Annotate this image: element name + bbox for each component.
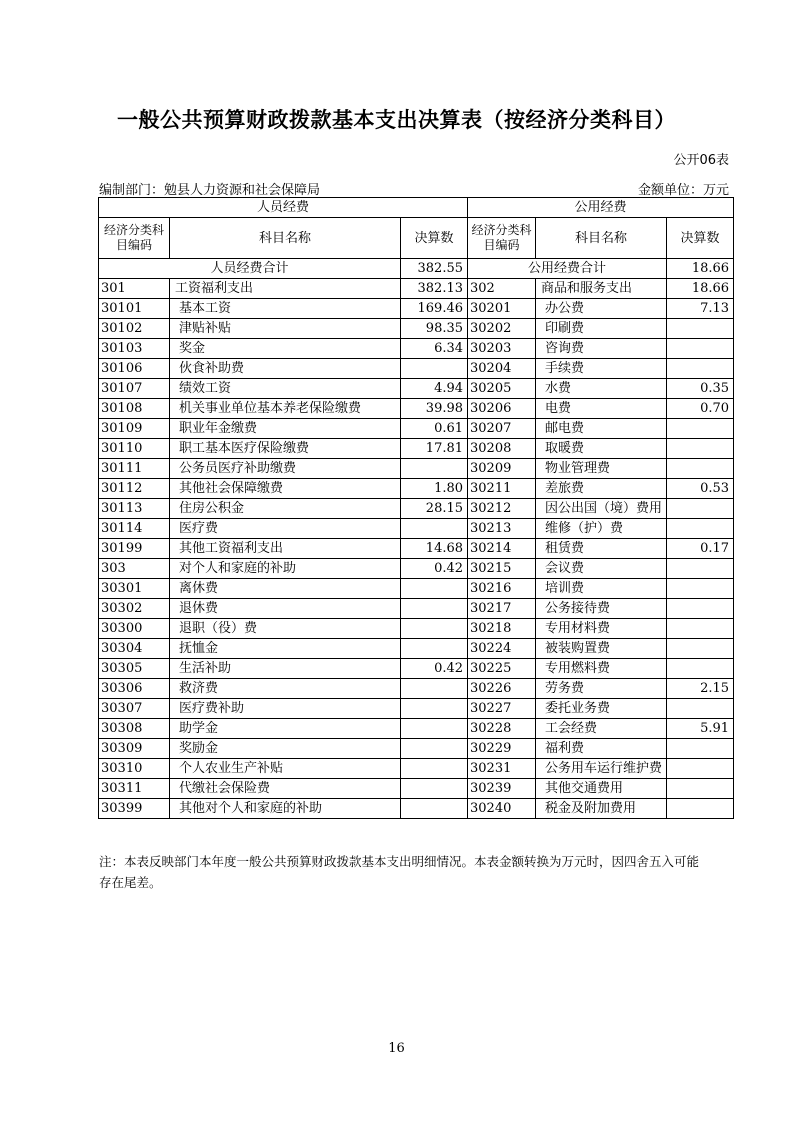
left-amount-cell: 6.34 [401,339,468,359]
left-amount-cell [401,459,468,479]
form-number: 公开06表 [673,153,729,168]
right-name-cell: 因公出国（境）费用 [536,499,667,519]
table-row [99,439,734,459]
right-code-cell: 30205 [468,379,536,399]
right-name-cell: 维修（护）费 [536,519,667,539]
left-name-cell: 退休费 [170,599,401,619]
table-row [99,399,734,419]
right-code-cell: 30214 [468,539,536,559]
left-code-cell: 30103 [99,339,170,359]
left-name-cell: 退职（役）费 [170,619,401,639]
left-code-cell: 30399 [99,799,170,819]
right-amount-cell [667,779,734,799]
right-amount-cell: 5.91 [667,719,734,739]
right-code-cell: 30202 [468,319,536,339]
left-code-cell: 30111 [99,459,170,479]
left-name-cell: 职工基本医疗保险缴费 [170,439,401,459]
right-name-cell: 其他交通费用 [536,779,667,799]
right-code-cell: 30215 [468,559,536,579]
left-code-cell: 303 [99,559,170,579]
left-name-cell: 个人农业生产补贴 [170,759,401,779]
right-name-cell: 商品和服务支出 [536,279,667,299]
left-amount-cell: 0.42 [401,659,468,679]
right-name-cell: 委托业务费 [536,699,667,719]
right-code-cell: 30212 [468,499,536,519]
right-code-header: 经济分类科目编码 [468,218,536,259]
table-row [99,339,734,359]
table-row [99,599,734,619]
left-name-cell: 伙食补助费 [170,359,401,379]
right-name-cell: 邮电费 [536,419,667,439]
right-code-cell: 30206 [468,399,536,419]
right-name-cell: 工会经费 [536,719,667,739]
right-name-cell: 专用材料费 [536,619,667,639]
table-row [99,519,734,539]
table-row [99,659,734,679]
right-amount-cell [667,519,734,539]
right-amount-cell [667,459,734,479]
personnel-header: 人员经费 [99,198,468,218]
left-code-cell: 30311 [99,779,170,799]
table-row [99,759,734,779]
left-code-cell: 30307 [99,699,170,719]
right-amount-cell [667,739,734,759]
left-code-cell: 30199 [99,539,170,559]
totals-row [99,259,734,279]
right-amount-header: 决算数 [667,218,734,259]
left-name-cell: 奖金 [170,339,401,359]
unit-label: 金额单位：万元 [637,183,729,198]
right-amount-cell [667,799,734,819]
right-amount-cell [667,639,734,659]
table-row [99,459,734,479]
right-name-cell: 差旅费 [536,479,667,499]
right-name-cell: 被装购置费 [536,639,667,659]
left-name-cell: 离休费 [170,579,401,599]
right-code-cell: 30217 [468,599,536,619]
left-amount-cell: 17.81 [401,439,468,459]
right-code-cell: 30231 [468,759,536,779]
table-row [99,719,734,739]
left-code-cell: 30308 [99,719,170,739]
right-amount-cell [667,339,734,359]
personnel-total-label: 人员经费合计 [99,259,401,279]
right-name-cell: 取暖费 [536,439,667,459]
left-code-cell: 30112 [99,479,170,499]
public-header: 公用经费 [468,198,734,218]
right-code-cell: 30203 [468,339,536,359]
left-amount-cell [401,779,468,799]
right-name-cell: 办公费 [536,299,667,319]
left-code-cell: 30310 [99,759,170,779]
right-name-cell: 公务用车运行维护费 [536,759,667,779]
right-amount-cell [667,579,734,599]
left-amount-cell [401,619,468,639]
right-code-cell: 30218 [468,619,536,639]
left-code-cell: 30108 [99,399,170,419]
left-amount-cell [401,719,468,739]
right-amount-cell [667,619,734,639]
table-row [99,299,734,319]
right-amount-cell [667,759,734,779]
right-name-header: 科目名称 [536,218,667,259]
right-code-cell: 30226 [468,679,536,699]
left-name-cell: 基本工资 [170,299,401,319]
table-row [99,539,734,559]
right-amount-cell: 0.53 [667,479,734,499]
table-row [99,639,734,659]
right-code-cell: 30239 [468,779,536,799]
table-row [99,579,734,599]
left-name-cell: 工资福利支出 [170,279,401,299]
table-row [99,559,734,579]
right-amount-cell: 0.70 [667,399,734,419]
left-amount-cell: 0.61 [401,419,468,439]
right-code-cell: 302 [468,279,536,299]
table-row [99,679,734,699]
column-header-row [99,218,734,259]
right-name-cell: 物业管理费 [536,459,667,479]
left-name-cell: 救济费 [170,679,401,699]
left-name-cell: 机关事业单位基本养老保险缴费 [170,399,401,419]
table-row [99,319,734,339]
right-amount-cell [667,419,734,439]
left-name-cell: 津贴补贴 [170,319,401,339]
table-row [99,619,734,639]
left-amount-cell: 1.80 [401,479,468,499]
right-code-cell: 30201 [468,299,536,319]
left-name-cell: 其他社会保障缴费 [170,479,401,499]
left-amount-cell [401,579,468,599]
left-amount-cell: 0.42 [401,559,468,579]
right-name-cell: 会议费 [536,559,667,579]
right-code-cell: 30229 [468,739,536,759]
right-name-cell: 电费 [536,399,667,419]
left-name-cell: 生活补助 [170,659,401,679]
right-amount-cell: 18.66 [667,279,734,299]
left-code-header: 经济分类科目编码 [99,218,170,259]
left-code-cell: 30306 [99,679,170,699]
left-code-cell: 30106 [99,359,170,379]
table-row [99,739,734,759]
left-amount-cell [401,679,468,699]
personnel-total-value: 382.55 [401,259,468,279]
left-amount-cell [401,759,468,779]
left-name-cell: 绩效工资 [170,379,401,399]
right-name-cell: 咨询费 [536,339,667,359]
left-amount-cell: 382.13 [401,279,468,299]
right-code-cell: 30211 [468,479,536,499]
right-amount-cell [667,499,734,519]
public-total-value: 18.66 [667,259,734,279]
left-name-cell: 其他工资福利支出 [170,539,401,559]
right-name-cell: 印刷费 [536,319,667,339]
left-amount-cell: 39.98 [401,399,468,419]
right-code-cell: 30207 [468,419,536,439]
left-name-cell: 对个人和家庭的补助 [170,559,401,579]
left-name-cell: 代缴社会保险费 [170,779,401,799]
right-amount-cell [667,359,734,379]
table-row [99,799,734,819]
left-amount-cell [401,519,468,539]
right-name-cell: 劳务费 [536,679,667,699]
right-code-cell: 30225 [468,659,536,679]
left-amount-cell: 4.94 [401,379,468,399]
left-amount-cell [401,799,468,819]
right-amount-cell: 2.15 [667,679,734,699]
right-amount-cell [667,439,734,459]
left-amount-cell [401,359,468,379]
left-amount-cell: 98.35 [401,319,468,339]
right-amount-cell: 0.35 [667,379,734,399]
left-amount-cell: 28.15 [401,499,468,519]
right-name-cell: 租赁费 [536,539,667,559]
left-code-cell: 30302 [99,599,170,619]
right-code-cell: 30208 [468,439,536,459]
right-code-cell: 30209 [468,459,536,479]
right-code-cell: 30224 [468,639,536,659]
left-name-cell: 住房公积金 [170,499,401,519]
left-amount-cell [401,599,468,619]
left-code-cell: 30304 [99,639,170,659]
footnote: 注：本表反映部门本年度一般公共预算财政拨款基本支出明细情况。本表金额转换为万元时，因四舍五入可能存在尾差。 [99,854,700,890]
left-code-cell: 301 [99,279,170,299]
table-row [99,499,734,519]
left-code-cell: 30301 [99,579,170,599]
table-row [99,419,734,439]
left-name-cell: 医疗费补助 [170,699,401,719]
right-code-cell: 30228 [468,719,536,739]
table-row [99,359,734,379]
left-code-cell: 30107 [99,379,170,399]
table-row [99,279,734,299]
right-name-cell: 水费 [536,379,667,399]
left-amount-cell [401,639,468,659]
left-name-cell: 助学金 [170,719,401,739]
right-name-cell: 手续费 [536,359,667,379]
right-name-cell: 公务接待费 [536,599,667,619]
right-code-cell: 30240 [468,799,536,819]
left-name-cell: 公务员医疗补助缴费 [170,459,401,479]
right-name-cell: 税金及附加费用 [536,799,667,819]
table-row [99,479,734,499]
left-name-header: 科目名称 [170,218,401,259]
right-amount-cell [667,699,734,719]
department-label: 编制部门：勉县人力资源和社会保障局 [99,183,321,198]
right-amount-cell [667,319,734,339]
left-amount-cell: 169.46 [401,299,468,319]
left-amount-cell: 14.68 [401,539,468,559]
left-code-cell: 30309 [99,739,170,759]
right-amount-cell [667,659,734,679]
left-code-cell: 30300 [99,619,170,639]
left-code-cell: 30101 [99,299,170,319]
left-code-cell: 30110 [99,439,170,459]
left-name-cell: 医疗费 [170,519,401,539]
right-code-cell: 30213 [468,519,536,539]
right-code-cell: 30204 [468,359,536,379]
right-name-cell: 专用燃料费 [536,659,667,679]
page-title: 一般公共预算财政拨款基本支出决算表（按经济分类科目） [117,108,676,132]
public-total-label: 公用经费合计 [468,259,667,279]
left-name-cell: 抚恤金 [170,639,401,659]
table-row [99,699,734,719]
right-amount-cell: 7.13 [667,299,734,319]
right-name-cell: 福利费 [536,739,667,759]
right-amount-cell: 0.17 [667,539,734,559]
left-name-cell: 奖励金 [170,739,401,759]
group-header-row [99,198,734,218]
left-amount-cell [401,739,468,759]
left-name-cell: 职业年金缴费 [170,419,401,439]
right-code-cell: 30227 [468,699,536,719]
table-row [99,779,734,799]
table-row [99,379,734,399]
right-amount-cell [667,559,734,579]
right-amount-cell [667,599,734,619]
right-name-cell: 培训费 [536,579,667,599]
left-name-cell: 其他对个人和家庭的补助 [170,799,401,819]
left-code-cell: 30305 [99,659,170,679]
right-code-cell: 30216 [468,579,536,599]
page-number: 16 [388,1041,405,1056]
left-code-cell: 30109 [99,419,170,439]
left-code-cell: 30113 [99,499,170,519]
left-code-cell: 30114 [99,519,170,539]
left-code-cell: 30102 [99,319,170,339]
expenditure-table [98,197,734,819]
left-amount-cell [401,699,468,719]
left-amount-header: 决算数 [401,218,468,259]
